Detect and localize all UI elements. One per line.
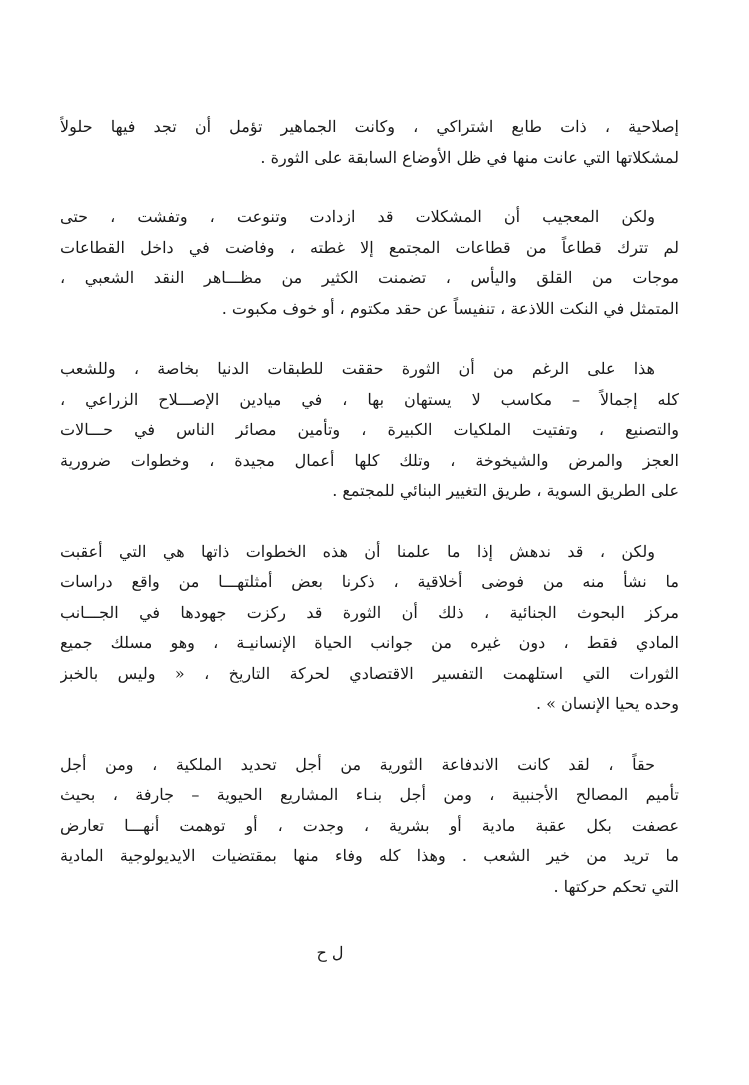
body-text [60, 112, 679, 932]
text-line: إصلاحية ، ذات طابع اشتراكي ، وكانت الجماهير تؤمل أن تجد فيها حلولاً [60, 117, 679, 136]
text-line: ولكن ، قد ندهش إذا ما علمنا أن هذه الخطوات ذاتها هي التي أعقبت [60, 541, 655, 561]
text-line: ما نشأ منه من فوضى أخلاقية ، ذكرنا بعض أمثلتهـــا من واقع دراسات [60, 572, 679, 591]
text-line: كله إجمالاً – مكاسب لا يستهان بها ، في ميادين الإصـــلاح الزراعي ، [60, 389, 679, 409]
text-line: الثورات التي استلهمت التفسير الاقتصادي لحركة التاريخ ، « وليس بالخبز [60, 663, 679, 683]
text-line: وحده يحيا الإنسان » . [535, 694, 679, 713]
text-line: موجات من القلق واليأس ، تضمنت الكثير من مظـــاهر النقد الشعبي ، [60, 268, 679, 287]
paragraph [60, 112, 679, 173]
text-line: عصفت بكل عقبة مادية أو بشرية ، وجدت ، أو توهمت أنهـــا تعارض [60, 815, 679, 835]
text-line: حقاً ، لقد كانت الاندفاعة الثورية من أجل تحديد الملكية ، ومن أجل [60, 754, 655, 774]
text-line: العجز والمرض والشيخوخة ، وتلك كلها أعمال مجيدة ، وخطوات ضرورية [60, 450, 679, 470]
paragraph [60, 537, 679, 720]
paragraph [60, 354, 679, 507]
text-line: ما تريد من خير الشعب . وهذا كله وفاء منها بمقتضيات الايديولوجية المادية [60, 846, 679, 865]
text-line: لمشكلاتها التي عانت منها في ظل الأوضاع السابقة على الثورة . [260, 147, 679, 167]
text-line: لم تترك قطاعاً من قطاعات المجتمع إلا غطته ، وفاضت في داخل القطاعات [60, 237, 679, 257]
paragraph [60, 202, 679, 324]
text-line: هذا على الرغم من أن الثورة حققت للطبقات الدنيا بخاصة ، وللشعب [60, 359, 655, 378]
text-line: المادي فقط ، دون غيره من جوانب الحياة الإنسانيـة ، وهو مسلك جميع [60, 633, 679, 652]
page-number: ل ح [316, 943, 344, 962]
text-line: المتمثل في النكت اللاذعة ، تنفيساً عن حقد مكتوم ، أو خوف مكبوت . [221, 298, 679, 318]
text-line: تأميم المصالح الأجنبية ، ومن أجل بنـاء المشاريع الحيوية – جارفة ، بحيث [60, 785, 679, 804]
paragraph [60, 750, 679, 903]
text-line: على الطريق السوية ، طريق التغيير البنائي للمجتمع . [332, 481, 679, 500]
text-line: مركز البحوث الجنائية ، ذلك أن الثورة قد ركزت جهودها في الجـــانب [60, 602, 679, 622]
text-line: والتصنيع ، وتفتيت الملكيات الكبيرة ، وتأمين مصائر الناس في حـــالات [60, 420, 679, 439]
text-line: التي تحكم حركتها . [553, 876, 679, 896]
text-line: ولكن المعجيب أن المشكلات قد ازدادت وتنوعت ، وتفشت ، حتى [60, 207, 656, 226]
